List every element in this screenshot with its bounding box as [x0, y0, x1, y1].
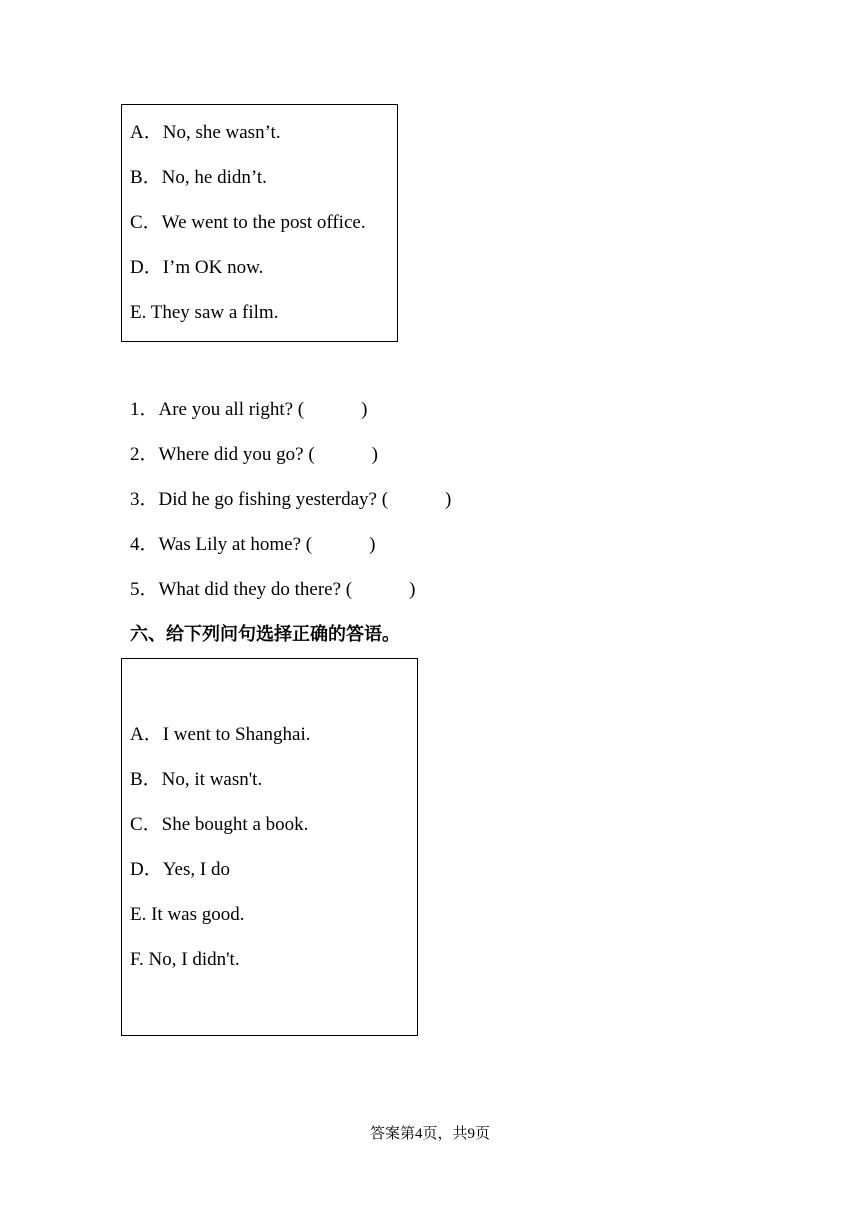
option-e: E. They saw a film. — [130, 302, 279, 323]
question-4: 4．Was Lily at home? ( ) — [130, 534, 376, 555]
option-b: B．No, he didn’t. — [130, 167, 267, 188]
question-3: 3．Did he go fishing yesterday? ( ) — [130, 489, 452, 510]
option-d: D．Yes, I do — [130, 859, 230, 880]
page-footer: 答案第4页，共9页 — [369, 1126, 490, 1142]
option-c: C．She bought a book. — [130, 814, 309, 835]
answer-options-box-2 — [121, 658, 418, 1036]
question-2: 2．Where did you go? ( ) — [130, 444, 378, 465]
option-e: E. It was good. — [130, 904, 245, 925]
option-a: A．I went to Shanghai. — [130, 724, 311, 745]
question-5: 5．What did they do there? ( ) — [130, 579, 416, 600]
option-f: F. No, I didn't. — [130, 949, 240, 970]
option-b: B．No, it wasn't. — [130, 769, 263, 790]
section-heading: 六、给下列问句选择正确的答语。 — [130, 624, 400, 645]
option-c: C．We went to the post office. — [130, 212, 366, 233]
option-a: A．No, she wasn’t. — [130, 122, 281, 143]
question-1: 1．Are you all right? ( ) — [130, 399, 368, 420]
option-d: D．I’m OK now. — [130, 257, 264, 278]
